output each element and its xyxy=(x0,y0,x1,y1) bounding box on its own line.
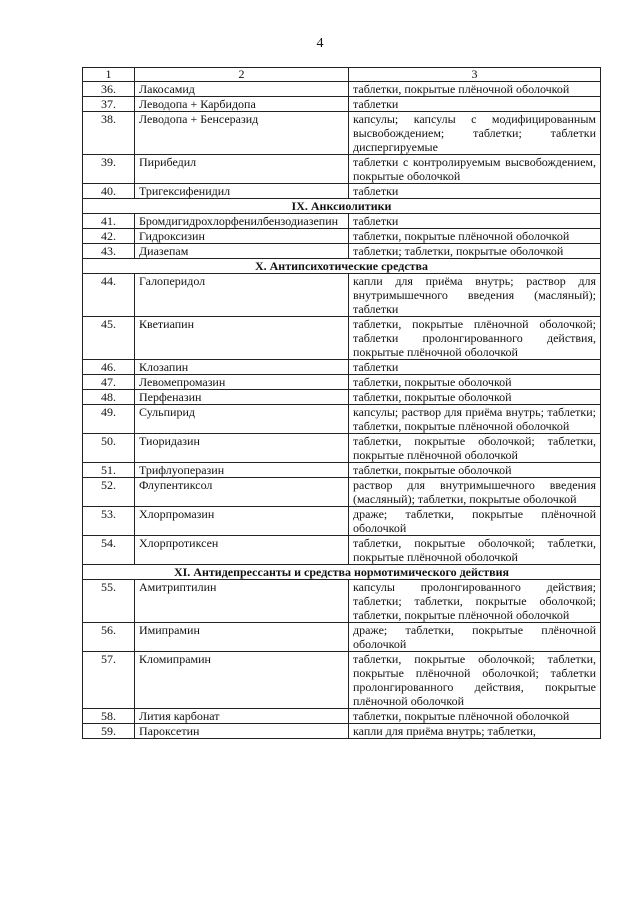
row-number: 52. xyxy=(83,478,135,507)
row-number: 56. xyxy=(83,623,135,652)
table-row xyxy=(83,214,601,229)
drug-name: Галоперидол xyxy=(135,274,349,317)
row-number: 58. xyxy=(83,709,135,724)
table-row xyxy=(83,709,601,724)
dosage-form: капсулы; раствор для приёма внутрь; таблетки; таблетки, покрытые плёночной оболочкой xyxy=(349,405,601,434)
table-row xyxy=(83,155,601,184)
dosage-form: раствор для внутримышечного введения (масляный); таблетки, покрытые оболочкой xyxy=(349,478,601,507)
row-number: 54. xyxy=(83,536,135,565)
row-number: 39. xyxy=(83,155,135,184)
drug-name: Лакосамид xyxy=(135,82,349,97)
table-row xyxy=(83,244,601,259)
drug-name: Амитриптилин xyxy=(135,580,349,623)
row-number: 44. xyxy=(83,274,135,317)
table-header-row xyxy=(83,68,601,82)
dosage-form: драже; таблетки, покрытые плёночной оболочкой xyxy=(349,623,601,652)
dosage-form: таблетки, покрытые оболочкой xyxy=(349,375,601,390)
row-number: 59. xyxy=(83,724,135,739)
row-number: 38. xyxy=(83,112,135,155)
drug-name: Леводопа + Карбидопа xyxy=(135,97,349,112)
dosage-form: таблетки, покрытые плёночной оболочкой xyxy=(349,709,601,724)
row-number: 37. xyxy=(83,97,135,112)
section-title: XI. Антидепрессанты и средства нормотимического действия xyxy=(83,565,601,580)
row-number: 42. xyxy=(83,229,135,244)
section-heading-row xyxy=(83,199,601,214)
dosage-form: таблетки, покрытые плёночной оболочкой xyxy=(349,82,601,97)
table-row xyxy=(83,536,601,565)
drug-name: Бромдигидрохлорфенилбензодиазепин xyxy=(135,214,349,229)
drug-name: Леводопа + Бенсеразид xyxy=(135,112,349,155)
dosage-form: таблетки xyxy=(349,360,601,375)
section-heading-row xyxy=(83,259,601,274)
table-row xyxy=(83,478,601,507)
table-row xyxy=(83,317,601,360)
row-number: 51. xyxy=(83,463,135,478)
row-number: 53. xyxy=(83,507,135,536)
dosage-form: драже; таблетки, покрытые плёночной оболочкой xyxy=(349,507,601,536)
row-number: 43. xyxy=(83,244,135,259)
row-number: 48. xyxy=(83,390,135,405)
dosage-form: таблетки, покрытые оболочкой; таблетки, покрытые плёночной оболочкой; таблетки пролонгированного действия, покрытые плёночной оболочкой xyxy=(349,652,601,709)
dosage-form: таблетки; таблетки, покрытые оболочкой xyxy=(349,244,601,259)
row-number: 49. xyxy=(83,405,135,434)
column-header: 1 xyxy=(83,68,135,82)
table-row xyxy=(83,229,601,244)
table-row xyxy=(83,112,601,155)
dosage-form: таблетки с контролируемым высвобождением, покрытые оболочкой xyxy=(349,155,601,184)
drug-name: Лития карбонат xyxy=(135,709,349,724)
drug-name: Тиоридазин xyxy=(135,434,349,463)
dosage-form: таблетки, покрытые оболочкой; таблетки, покрытые плёночной оболочкой xyxy=(349,536,601,565)
drug-name: Клозапин xyxy=(135,360,349,375)
drug-name: Имипрамин xyxy=(135,623,349,652)
drug-name: Левомепромазин xyxy=(135,375,349,390)
drug-name: Пирибедил xyxy=(135,155,349,184)
dosage-form: таблетки, покрытые плёночной оболочкой; таблетки пролонгированного действия, покрытые плёночной оболочкой xyxy=(349,317,601,360)
drug-name: Флупентиксол xyxy=(135,478,349,507)
table-row xyxy=(83,184,601,199)
table-row xyxy=(83,724,601,739)
row-number: 40. xyxy=(83,184,135,199)
row-number: 57. xyxy=(83,652,135,709)
drug-name: Кветиапин xyxy=(135,317,349,360)
row-number: 45. xyxy=(83,317,135,360)
drug-name: Диазепам xyxy=(135,244,349,259)
dosage-form: капли для приёма внутрь; таблетки, xyxy=(349,724,601,739)
row-number: 50. xyxy=(83,434,135,463)
dosage-form: капсулы; капсулы с модифицированным высвобождением; таблетки; таблетки диспергируемые xyxy=(349,112,601,155)
table-row xyxy=(83,82,601,97)
column-header: 2 xyxy=(135,68,349,82)
table-row xyxy=(83,274,601,317)
table-row xyxy=(83,580,601,623)
drug-table-body xyxy=(83,68,601,739)
row-number: 36. xyxy=(83,82,135,97)
table-row xyxy=(83,623,601,652)
dosage-form: таблетки, покрытые оболочкой; таблетки, покрытые плёночной оболочкой xyxy=(349,434,601,463)
row-number: 46. xyxy=(83,360,135,375)
column-header: 3 xyxy=(349,68,601,82)
dosage-form: капли для приёма внутрь; раствор для внутримышечного введения (масляный); таблетки xyxy=(349,274,601,317)
table-row xyxy=(83,360,601,375)
dosage-form: таблетки, покрытые оболочкой xyxy=(349,390,601,405)
drug-name: Сульпирид xyxy=(135,405,349,434)
dosage-form: таблетки, покрытые оболочкой xyxy=(349,463,601,478)
table-row xyxy=(83,390,601,405)
section-heading-row xyxy=(83,565,601,580)
dosage-form: таблетки xyxy=(349,214,601,229)
drug-name: Хлорпромазин xyxy=(135,507,349,536)
dosage-form: таблетки, покрытые плёночной оболочкой xyxy=(349,229,601,244)
dosage-form: капсулы пролонгированного действия; таблетки; таблетки, покрытые оболочкой; таблетки, покрытые плёночной оболочкой xyxy=(349,580,601,623)
table-row xyxy=(83,434,601,463)
drug-table xyxy=(82,67,601,739)
row-number: 55. xyxy=(83,580,135,623)
drug-name: Гидроксизин xyxy=(135,229,349,244)
drug-name: Хлорпротиксен xyxy=(135,536,349,565)
drug-name: Тригексифенидил xyxy=(135,184,349,199)
dosage-form: таблетки xyxy=(349,97,601,112)
table-row xyxy=(83,652,601,709)
drug-name: Пароксетин xyxy=(135,724,349,739)
row-number: 47. xyxy=(83,375,135,390)
table-row xyxy=(83,375,601,390)
section-title: IX. Анксиолитики xyxy=(83,199,601,214)
table-row xyxy=(83,463,601,478)
table-row xyxy=(83,97,601,112)
page-number: 4 xyxy=(316,36,324,51)
dosage-form: таблетки xyxy=(349,184,601,199)
drug-name: Перфеназин xyxy=(135,390,349,405)
drug-name: Кломипрамин xyxy=(135,652,349,709)
table-row xyxy=(83,405,601,434)
drug-name: Трифлуоперазин xyxy=(135,463,349,478)
section-title: X. Антипсихотические средства xyxy=(83,259,601,274)
table-row xyxy=(83,507,601,536)
row-number: 41. xyxy=(83,214,135,229)
